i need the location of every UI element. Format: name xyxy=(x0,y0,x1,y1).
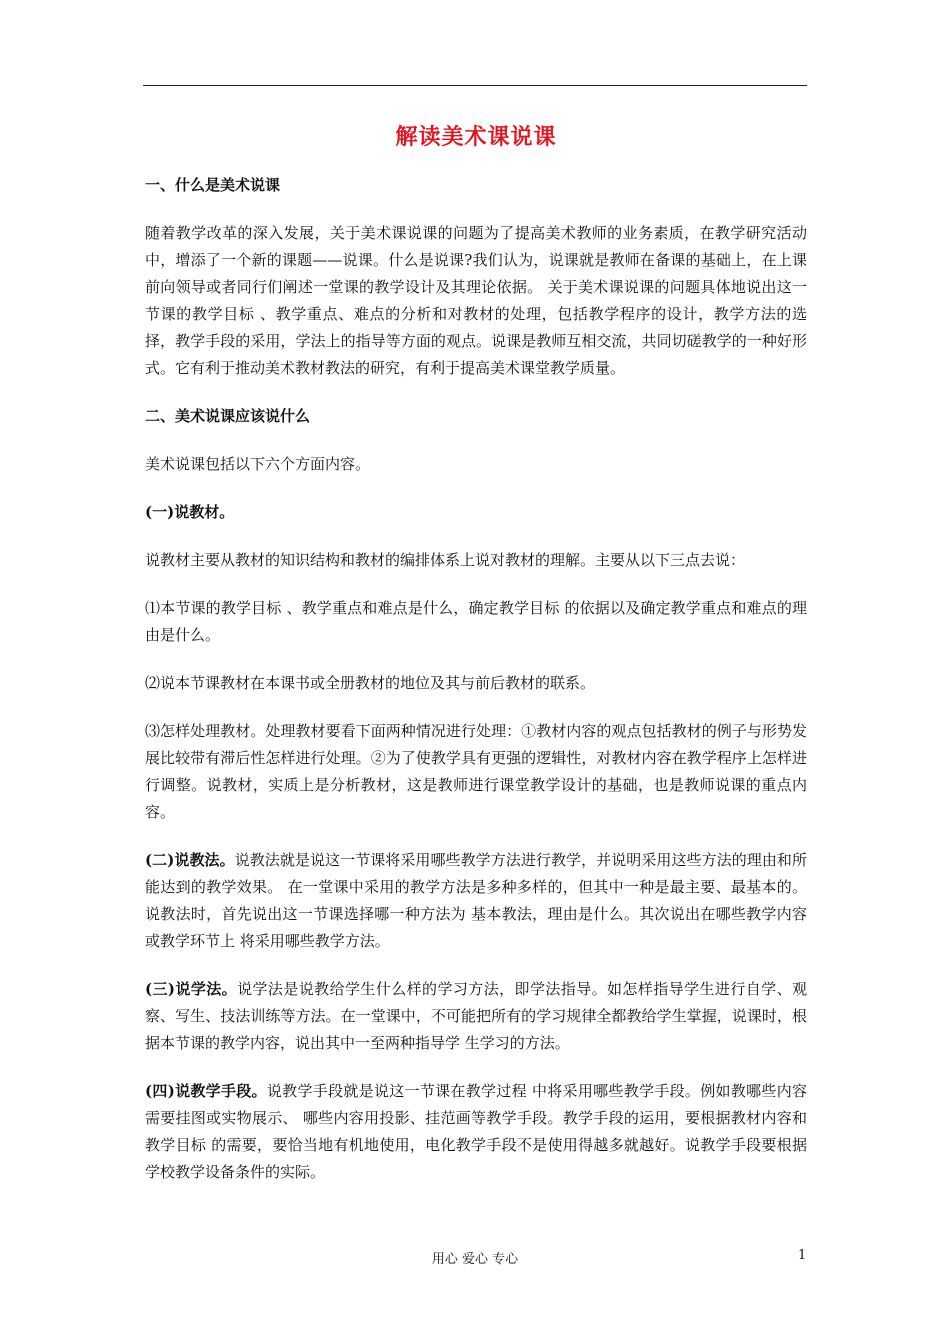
subheading-textbook: (一)说教材。 xyxy=(145,503,235,521)
lead-teaching-means: (四)说教学手段。 xyxy=(145,1082,267,1100)
document-title: 解读美术课说课 xyxy=(395,124,557,150)
paragraph-six-aspects: 美术说课包括以下六个方面内容。 xyxy=(145,455,371,473)
paragraph-point-3: ⑶怎样处理教材。处理教材要看下面两种情况进行处理：①教材内容的观点包括教材的例子与形势发展比较带有滞后性怎样进行处理。②为了使教学具有更强的逻辑性，对教材内容在教学程序上怎样进行调整。说教材，实质上是分析教材，这是教师进行课堂教学设计的基础，也是教师说课的重点内容。 xyxy=(145,722,807,821)
section-heading-what-to-say: 二、美术说课应该说什么 xyxy=(145,407,311,425)
text-teaching-means: 说教学手段就是说这一节课在教学过程 中将采用哪些教学手段。例如教哪些内容需要挂图或实物展示、 哪些内容用投影、挂范画等教学手段。教学手段的运用，要根据教材内容和教学目标 的需要，要恰当地有机地使用，电化教学手段不是使用得越多就越好。说教学手段要根据学校教学设备条件的实际。 xyxy=(145,1082,807,1181)
paragraph-textbook-intro: 说教材主要从教材的知识结构和教材的编排体系上说对教材的理解。主要从以下三点去说： xyxy=(145,551,746,569)
document-body xyxy=(145,120,807,1207)
paragraph-teaching-method xyxy=(145,847,807,955)
text-teaching-method: 说教法就是说这一节课将采用哪些教学方法进行教学，并说明采用这些方法的理由和所能达到的教学效果。 在一堂课中采用的教学方法是多种多样的，但其中一种是最主要、最基本的。说教法时，首先说出这一节课选择哪一种方法为 基本教法，理由是什么。其次说出在哪些教学内容或教学环节上 将采用哪些教学方法。 xyxy=(145,851,807,950)
lead-learning-method: (三)说学法。 xyxy=(145,980,238,998)
footer-motto: 用心 爱心 专心 xyxy=(431,1252,519,1267)
text-learning-method: 说学法是说教给学生什么样的学习方法，即学法指导。如怎样指导学生进行自学、观察、写生、技法训练等方法。在一堂课中，不可能把所有的学习规律全都教给学生掌握，说课时，根据本节课的教学内容，说出其中一至两种指导学 生学习的方法。 xyxy=(145,980,807,1052)
lead-teaching-method: (二)说教法。 xyxy=(145,851,235,869)
paragraph-point-1: ⑴本节课的教学目标 、教学重点和难点是什么，确定教学目标 的依据以及确定教学重点和难点的理由是什么。 xyxy=(145,599,807,644)
paragraph-point-2: ⑵说本节课教材在本课书或全册教材的地位及其与前后教材的联系。 xyxy=(145,674,596,692)
header-rule xyxy=(143,85,807,86)
paragraph-teaching-means xyxy=(145,1078,807,1186)
paragraph-intro: 随着教学改革的深入发展，关于美术课说课的问题为了提高美术教师的业务素质，在教学研究活动中，增添了一个新的课题——说课。什么是说课?我们认为，说课就是教师在备课的基础上，在上课前向领导或者同行们阐述一堂课的教学设计及其理论依据。 关于美术课说课的问题具体地说出这一节课的教学目标 、教学重点、难点的分析和对教材的处理，包括教学程序的设计，教学方法的选择，教学手段的采用，学法上的指导等方面的观点。说课是教师互相交流，共同切磋教学的一种好形式。它有利于推动美术教材教法的研究，有利于提高美术课堂教学质量。 xyxy=(145,224,807,377)
page-number: 1 xyxy=(798,1248,807,1263)
section-heading-what-is: 一、什么是美术说课 xyxy=(145,176,281,194)
paragraph-learning-method xyxy=(145,976,807,1057)
